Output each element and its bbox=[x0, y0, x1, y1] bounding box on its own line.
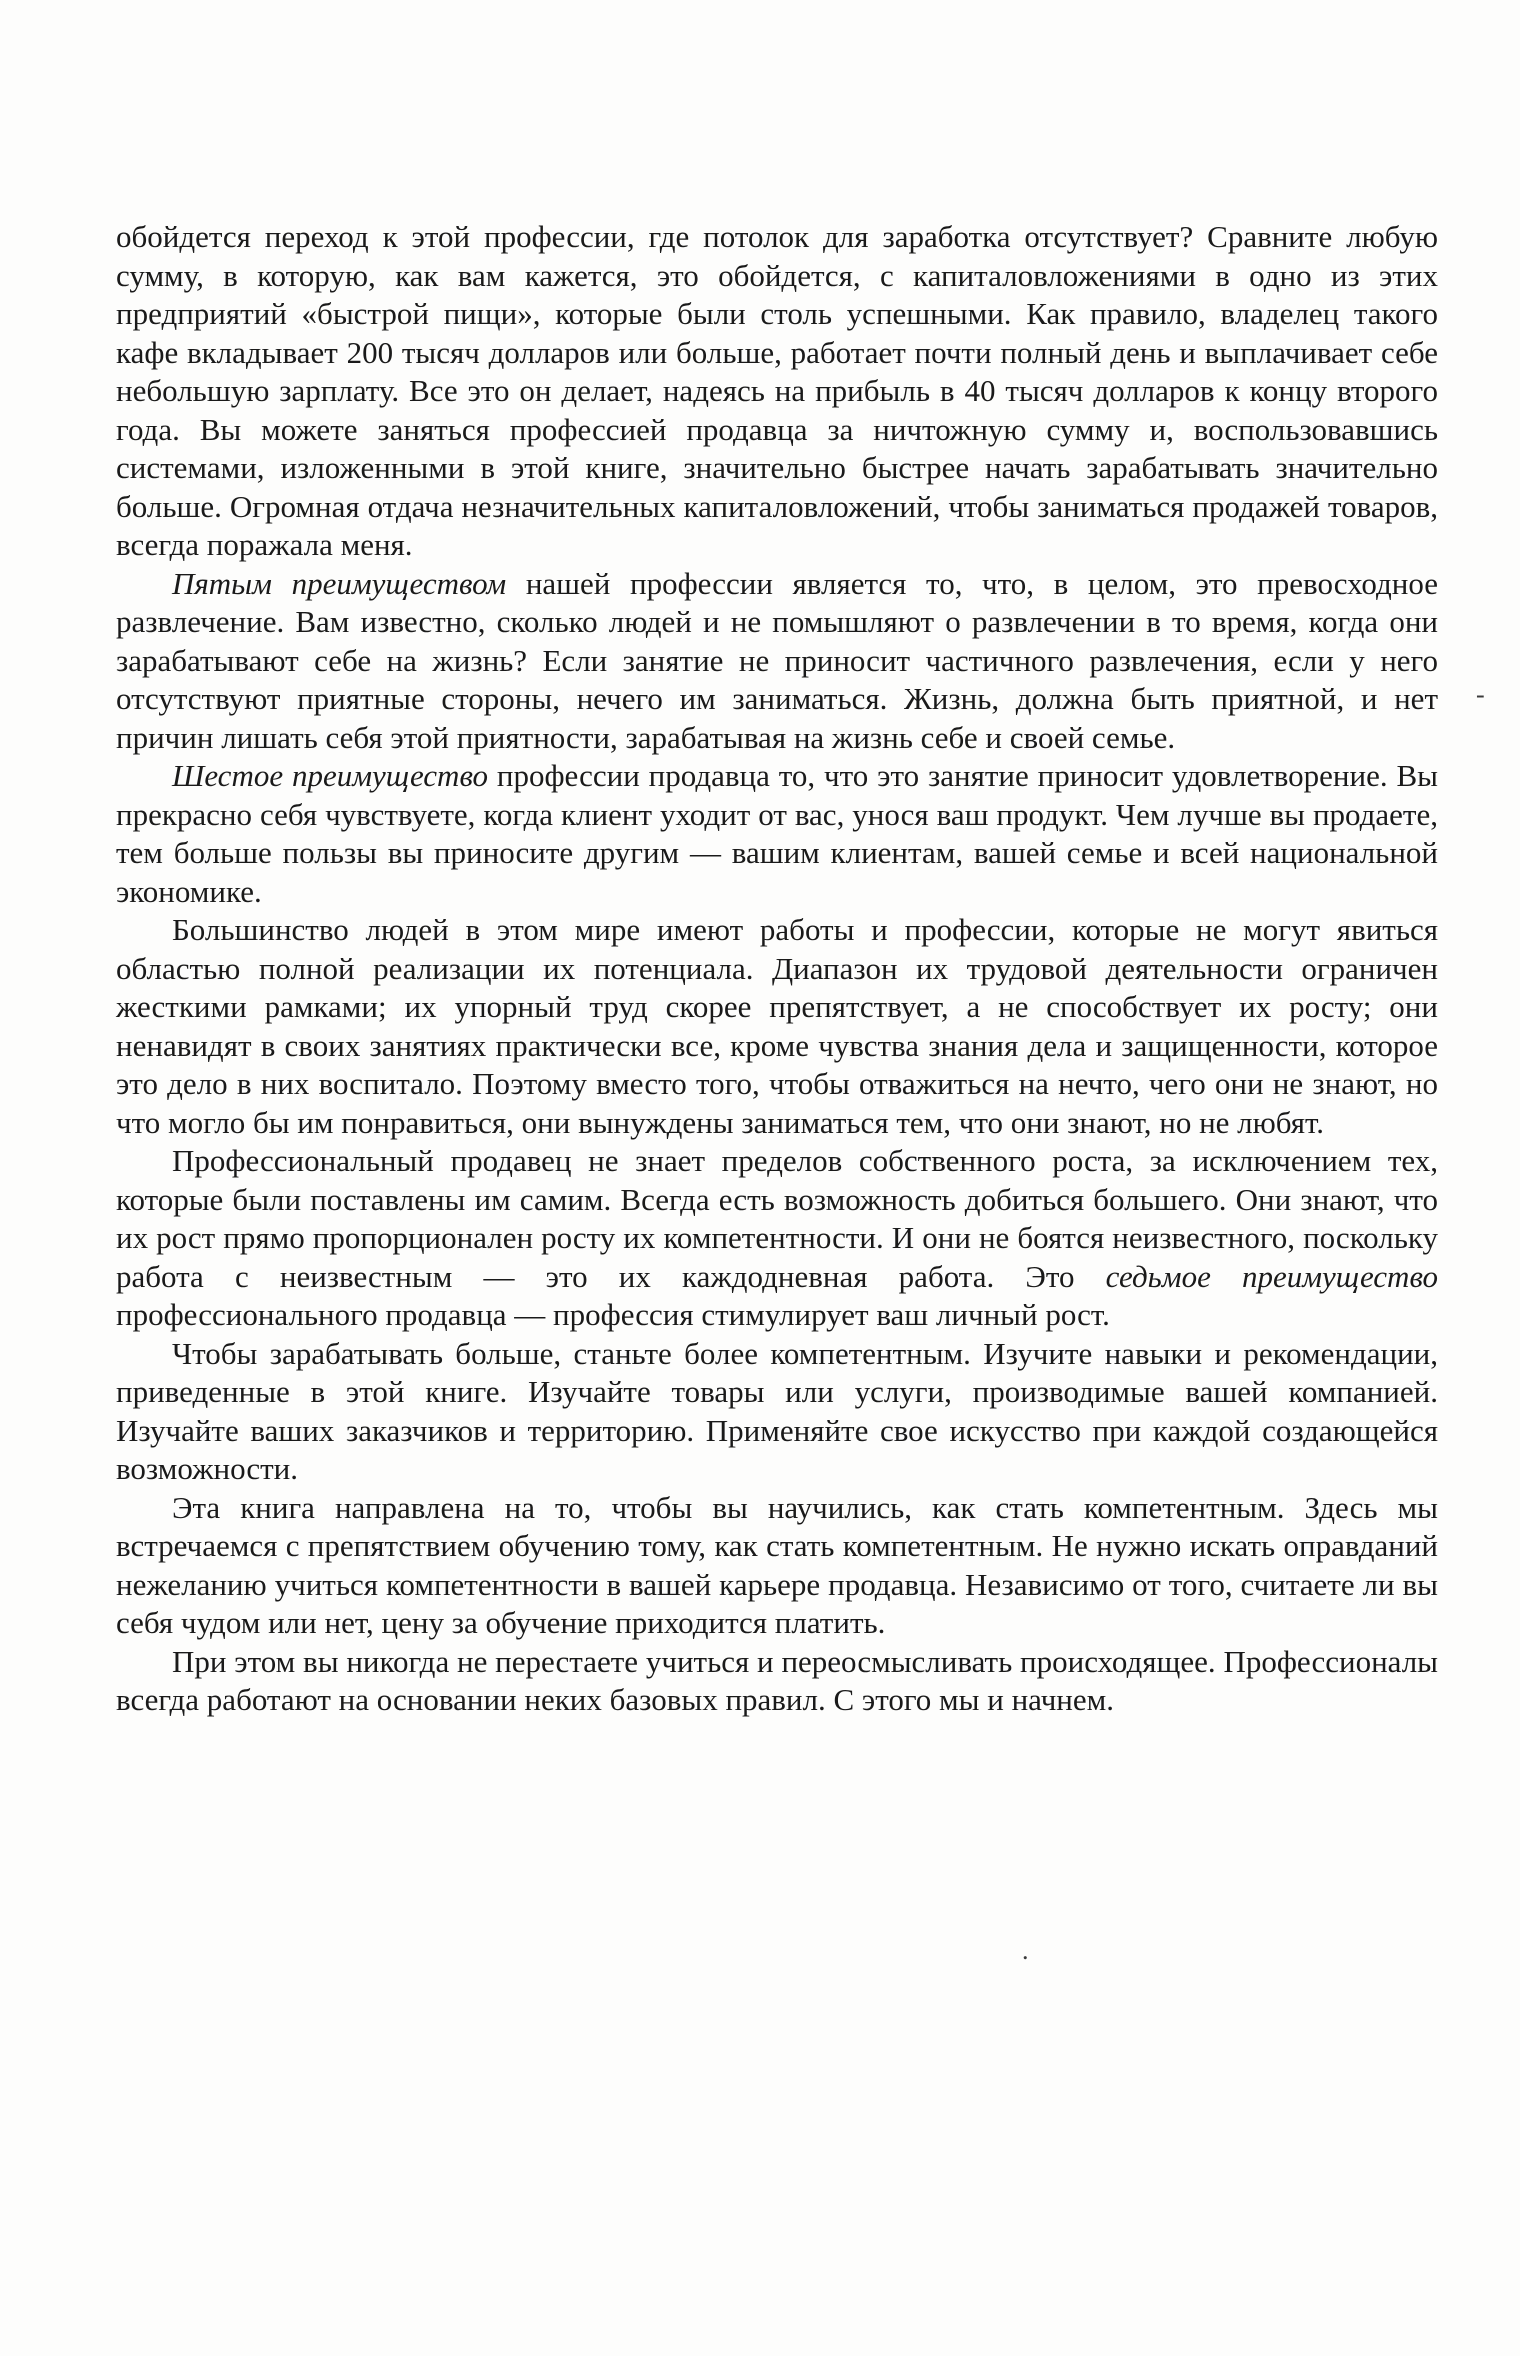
body-text: профессии продавца то, что это занятие приносит удовлетворение. Вы прекрасно себя чувствуете, когда клиент уходит от вас, унося ваш продукт. Чем лучше вы продаете, тем больше пользы вы приносите другим — вашим клиентам, вашей семье и всей национальной экономике. bbox=[116, 758, 1439, 909]
emphasis-text: Пятым преимуществом bbox=[172, 565, 507, 601]
text-block bbox=[116, 218, 1438, 1720]
paragraph bbox=[116, 1335, 1438, 1489]
emphasis-text: Шестое преимущество bbox=[172, 758, 488, 793]
body-text: профессионального продавца — профессия стимулирует ваш личный рост. bbox=[116, 1297, 1110, 1332]
scan-artifact: - bbox=[1476, 680, 1485, 709]
body-text: Большинство людей в этом мире имеют работы и профессии, которые не могут явиться областью полной реализации их потенциала. Диапазон их трудовой деятельности ограничен жесткими рамками; их упорный труд скорее препятствует, а не способствует их росту; они ненавидят в своих занятиях практически все, кроме чувства знания дела и защищенности, которое это дело в них воспитало. Поэтому вместо того, чтобы отважиться на нечто, чего они не знают, но что могло бы им понравиться, они вынуждены заниматься тем, что они знают, но не любят. bbox=[116, 912, 1438, 1140]
body-text: Профессиональный продавец не знает пределов собственного роста, за исключением тех, которые были поставлены им самим. Всегда есть возможность добиться большего. Они знают, что их рост прямо пропорционален росту их компетентности. И они не боятся неизвестного, поскольку работа с неизвестным — это их каждодневная работа. Это bbox=[116, 1143, 1438, 1294]
emphasis-text: седьмое преимущество bbox=[1105, 1258, 1438, 1294]
paragraph bbox=[116, 1489, 1438, 1643]
paragraph bbox=[116, 218, 1438, 565]
body-text: При этом вы никогда не перестаете учиться и переосмысливать происходящее. Профессионалы всегда работают на основании неких базовых правил. С этого мы и начнем. bbox=[116, 1643, 1438, 1717]
paragraph bbox=[116, 911, 1438, 1142]
paragraph bbox=[116, 1643, 1438, 1720]
paragraph bbox=[116, 1142, 1438, 1335]
scan-artifact: . bbox=[1022, 1936, 1029, 1965]
body-text: Чтобы зарабатывать больше, станьте более компетентным. Изучите навыки и рекомендации, приведенные в этой книге. Изучайте товары или услуги, производимые вашей компанией. Изучайте ваших заказчиков и территорию. Применяйте свое искусство при каждой создающейся возможности. bbox=[116, 1335, 1438, 1486]
body-text: Эта книга направлена на то, чтобы вы научились, как стать компетентным. Здесь мы встречаемся с препятствием обучению тому, как стать компетентным. Не нужно искать оправданий нежеланию учиться компетентности в вашей карьере продавца. Независимо от того, считаете ли вы себя чудом или нет, цену за обучение приходится платить. bbox=[116, 1489, 1438, 1640]
paragraph bbox=[116, 757, 1438, 911]
paragraph bbox=[116, 565, 1438, 758]
body-text: обойдется переход к этой профессии, где потолок для заработка отсутствует? Сравните любую сумму, в которую, как вам кажется, это обойдется, с капиталовложениями в одно из этих предприятий «быстрой пищи», которые были столь успешными. Как правило, владелец такого кафе вкладывает 200 тысяч долларов или больше, работает почти полный день и выплачивает себе небольшую зарплату. Все это он делает, надеясь на прибыль в 40 тысяч долларов к концу второго года. Вы можете заняться профессией продавца за ничтожную сумму и, воспользовавшись системами, изложенными в этой книге, значительно быстрее начать зарабатывать значительно больше. Огромная отдача незначительных капиталовложений, чтобы заниматься продажей товаров, всегда поражала меня. bbox=[116, 219, 1438, 562]
body-text: нашей профессии является то, что, в целом, это превосходное развлечение. Вам известно, сколько людей и не помышляют о развлечении в то время, когда они зарабатывают себе на жизнь? Если занятие не приносит частичного развлечения, если у него отсутствуют приятные стороны, нечего им заниматься. Жизнь, должна быть приятной, и нет причин лишать себя этой приятности, зарабатывая на жизнь себе и своей семье. bbox=[116, 565, 1438, 755]
